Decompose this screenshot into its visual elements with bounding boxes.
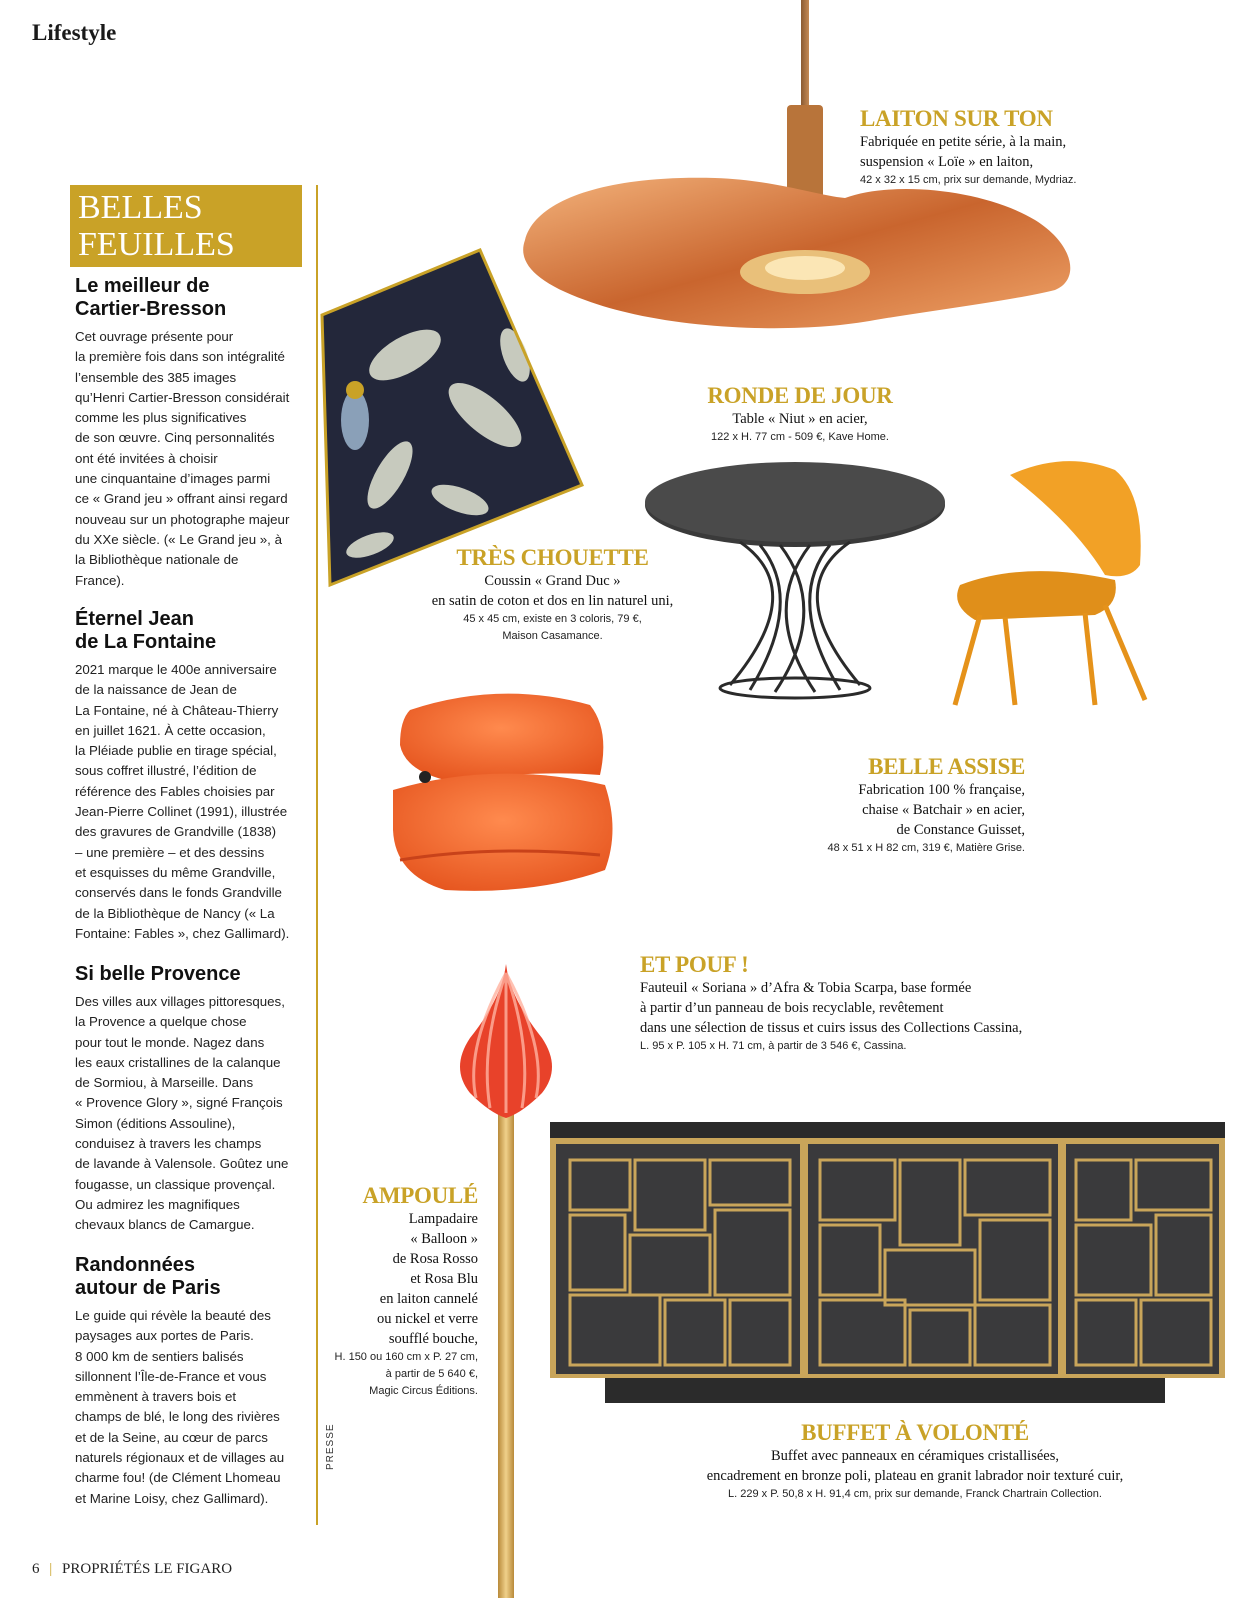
text-line: fougasse, un classique provençal. [75, 1176, 276, 1192]
caption-desc [330, 1209, 478, 1349]
article-title-line: Éternel Jean [75, 608, 194, 630]
text-line: Magic Circus Éditions. [369, 1385, 478, 1397]
text-line: Lampadaire [408, 1211, 478, 1227]
caption-title: LAITON SUR TON [860, 106, 1053, 131]
text-line: l’ensemble des 385 images [75, 369, 237, 385]
caption-title: ET POUF ! [640, 952, 749, 977]
text-line: en satin de coton et dos en lin naturel uni, [431, 593, 674, 609]
text-line: La Fontaine, né à Château-Thierry [75, 702, 279, 718]
article-la-fontaine [75, 608, 305, 944]
text-line: L. 229 x P. 50,8 x H. 91,4 cm, prix sur demande, Franck Chartrain Collection. [728, 1488, 1102, 1500]
text-line: de Rosa Rosso [392, 1251, 478, 1267]
text-line: H. 150 ou 160 cm x P. 27 cm, [334, 1351, 478, 1363]
text-line: de la Bibliothèque de Nancy (« La [75, 905, 275, 921]
text-line: et esquisses du même Grandville, [75, 864, 276, 880]
buffet-image [550, 1120, 1225, 1410]
text-line: champs de blé, le long des rivières [75, 1409, 280, 1425]
text-line: et Rosa Blu [410, 1271, 478, 1287]
text-line: Fabrication 100 % française, [858, 782, 1025, 798]
caption-title: BELLE ASSISE [868, 754, 1025, 779]
article-randonnees [75, 1254, 305, 1509]
caption-desc [640, 978, 1080, 1038]
article-title-line: Randonnées [75, 1254, 196, 1276]
article-title-line: Si belle Provence [75, 963, 241, 985]
text-line: 45 x 45 cm, existe en 3 coloris, 79 €, [463, 613, 642, 625]
text-line: Des villes aux villages pittoresques, [75, 994, 285, 1009]
text-line: ont été invitées à choisir [75, 450, 218, 466]
caption-desc [680, 409, 920, 429]
caption-chouette [400, 545, 705, 645]
text-line: de Constance Guisset, [896, 822, 1025, 838]
caption-title: AMPOULÉ [362, 1183, 478, 1208]
caption-details [330, 1349, 478, 1400]
text-line: comme les plus significatives [75, 410, 247, 426]
text-line: Cet ouvrage présente pour [75, 329, 234, 344]
text-line: qu’Henri Cartier-Bresson considérait [75, 389, 290, 405]
text-line: conservés dans le fonds Grandville [75, 885, 282, 901]
article-title [75, 275, 305, 321]
footer-separator: | [49, 1561, 53, 1577]
caption-details [800, 840, 1025, 857]
sidebar-heading-line1: BELLES [78, 189, 203, 226]
text-line: Maison Casamance. [502, 630, 603, 642]
article-title [75, 963, 305, 986]
text-line: de lavande à Valensole. Goûtez une [75, 1156, 289, 1172]
text-line: pour tout le monde. Nagez dans [75, 1034, 265, 1050]
page-number: 6 [32, 1561, 40, 1577]
text-line: 48 x 51 x H 82 cm, 319 €, Matière Grise. [827, 842, 1025, 854]
text-line: et Marine Loisy, chez Gallimard). [75, 1490, 269, 1506]
caption-details [680, 429, 920, 446]
text-line: – une première – et des dessins [75, 844, 265, 860]
text-line: référence des Fables choisies par [75, 783, 275, 799]
text-line: charme fou! (de Clément Lhomeau [75, 1470, 281, 1486]
text-line: Coussin « Grand Duc » [484, 573, 621, 589]
text-line: les eaux cristallines de la calanque [75, 1054, 281, 1070]
text-line: dans une sélection de tissus et cuirs issus des Collections Cassina, [640, 1020, 1023, 1036]
text-line: une cinquantaine d’images parmi [75, 471, 271, 487]
text-line: la Pléiade publie en tirage spécial, [75, 743, 277, 759]
section-label: Lifestyle [32, 20, 117, 45]
caption-desc [400, 571, 705, 611]
caption-ampoule [330, 1183, 478, 1400]
text-line: 42 x 32 x 15 cm, prix sur demande, Mydriaz. [860, 174, 1077, 186]
caption-details [400, 611, 705, 645]
text-line: Fontaine: Fables », chez Gallimard). [75, 925, 290, 941]
text-line: paysages aux portes de Paris. [75, 1328, 254, 1344]
article-body [75, 1306, 305, 1509]
text-line: chaise « Batchair » en acier, [862, 802, 1025, 818]
article-body [75, 660, 305, 944]
text-line: la Bibliothèque nationale de [75, 552, 239, 568]
caption-title: BUFFET À VOLONTÉ [801, 1420, 1029, 1445]
article-title-line: autour de Paris [75, 1277, 221, 1299]
caption-details [860, 172, 1160, 189]
text-line: la première fois dans son intégralité [75, 349, 285, 365]
text-line: « Provence Glory », signé François [75, 1095, 283, 1111]
sidebar-heading [70, 185, 302, 267]
text-line: et de la Seine, au cœur de parcs [75, 1429, 268, 1445]
article-title [75, 1254, 305, 1300]
caption-title: RONDE DE JOUR [707, 383, 893, 408]
caption-desc [655, 1446, 1175, 1486]
cushion-image [310, 245, 590, 590]
text-line: du XXe siècle. (« Le Grand jeu », à [75, 531, 282, 547]
caption-desc [800, 780, 1025, 840]
caption-ronde [680, 383, 920, 446]
text-line: de son œuvre. Cinq personnalités [75, 430, 275, 446]
page-footer [32, 1561, 232, 1578]
chair-image [945, 455, 1160, 710]
text-line: 2021 marque le 400e anniversaire [75, 662, 277, 677]
caption-pouf [640, 952, 1080, 1055]
text-line: nouveau sur un photographe majeur [75, 511, 290, 527]
caption-buffet [655, 1420, 1175, 1503]
text-line: de la naissance de Jean de [75, 682, 237, 698]
sidebar-heading-line2: FEUILLES [78, 226, 235, 263]
text-line: ce « Grand jeu » offrant ainsi regard [75, 491, 288, 507]
text-line: France). [75, 572, 125, 588]
text-line: à partir de 5 640 €, [385, 1368, 478, 1380]
caption-details [640, 1038, 1080, 1055]
text-line: Ou admirez les magnifiques [75, 1196, 240, 1212]
caption-desc [860, 132, 1160, 172]
article-title-line: Cartier-Bresson [75, 298, 227, 320]
publication-name: PROPRIÉTÉS LE FIGARO [62, 1561, 233, 1577]
text-line: en juillet 1621. À cette occasion, [75, 722, 266, 738]
text-line: naturels régionaux et de villages au [75, 1450, 285, 1466]
text-line: soufflé bouche, [388, 1331, 478, 1347]
text-line: en laiton cannelé [379, 1291, 478, 1307]
text-line: à partir d’un panneau de bois recyclable, revêtement [640, 1000, 944, 1016]
armchair-image [385, 690, 615, 895]
caption-details [655, 1486, 1175, 1503]
caption-title: TRÈS CHOUETTE [456, 545, 649, 570]
text-line: Jean-Pierre Collinet (1991), illustrée [75, 804, 288, 820]
text-line: L. 95 x P. 105 x H. 71 cm, à partir de 3 546 €, Cassina. [640, 1040, 907, 1052]
text-line: ou nickel et verre [376, 1311, 478, 1327]
article-title-line: Le meilleur de [75, 275, 210, 297]
photo-credit: PRESSE [325, 1423, 336, 1470]
text-line: Fabriquée en petite série, à la main, [860, 134, 1067, 150]
text-line: sillonnent l’Île-de-France et vous [75, 1368, 267, 1384]
text-line: 122 x H. 77 cm - 509 €, Kave Home. [711, 431, 889, 443]
text-line: Buffet avec panneaux en céramiques cristallisées, [771, 1448, 1059, 1464]
text-line: la Provence a quelque chose [75, 1014, 247, 1030]
text-line: sous coffret illustré, l’édition de [75, 763, 257, 779]
text-line: Table « Niut » en acier, [732, 411, 868, 427]
text-line: Fauteuil « Soriana » d’Afra & Tobia Scarpa, base formée [640, 980, 972, 996]
text-line: encadrement en bronze poli, plateau en granit labrador noir texturé cuir, [706, 1468, 1124, 1484]
text-line: Le guide qui révèle la beauté des [75, 1308, 271, 1323]
text-line: Simon (éditions Assouline), [75, 1115, 236, 1131]
text-line: des gravures de Grandville (1838) [75, 824, 277, 840]
text-line: conduisez à travers les champs [75, 1136, 262, 1152]
article-title-line: de La Fontaine [75, 631, 217, 653]
article-provence [75, 963, 305, 1236]
text-line: chevaux blancs de Camargue. [75, 1217, 255, 1233]
article-title [75, 608, 305, 654]
article-cartier-bresson [75, 275, 305, 591]
text-line: de Sormiou, à Marseille. Dans [75, 1075, 254, 1091]
text-line: 8 000 km de sentiers balisés [75, 1348, 244, 1364]
article-body [75, 327, 305, 591]
text-line: emmènent à travers bois et [75, 1389, 237, 1405]
caption-laiton [860, 106, 1160, 189]
text-line: « Balloon » [410, 1231, 478, 1247]
text-line: suspension « Loïe » en laiton, [860, 154, 1034, 170]
article-body [75, 992, 305, 1236]
caption-assise [800, 754, 1025, 857]
